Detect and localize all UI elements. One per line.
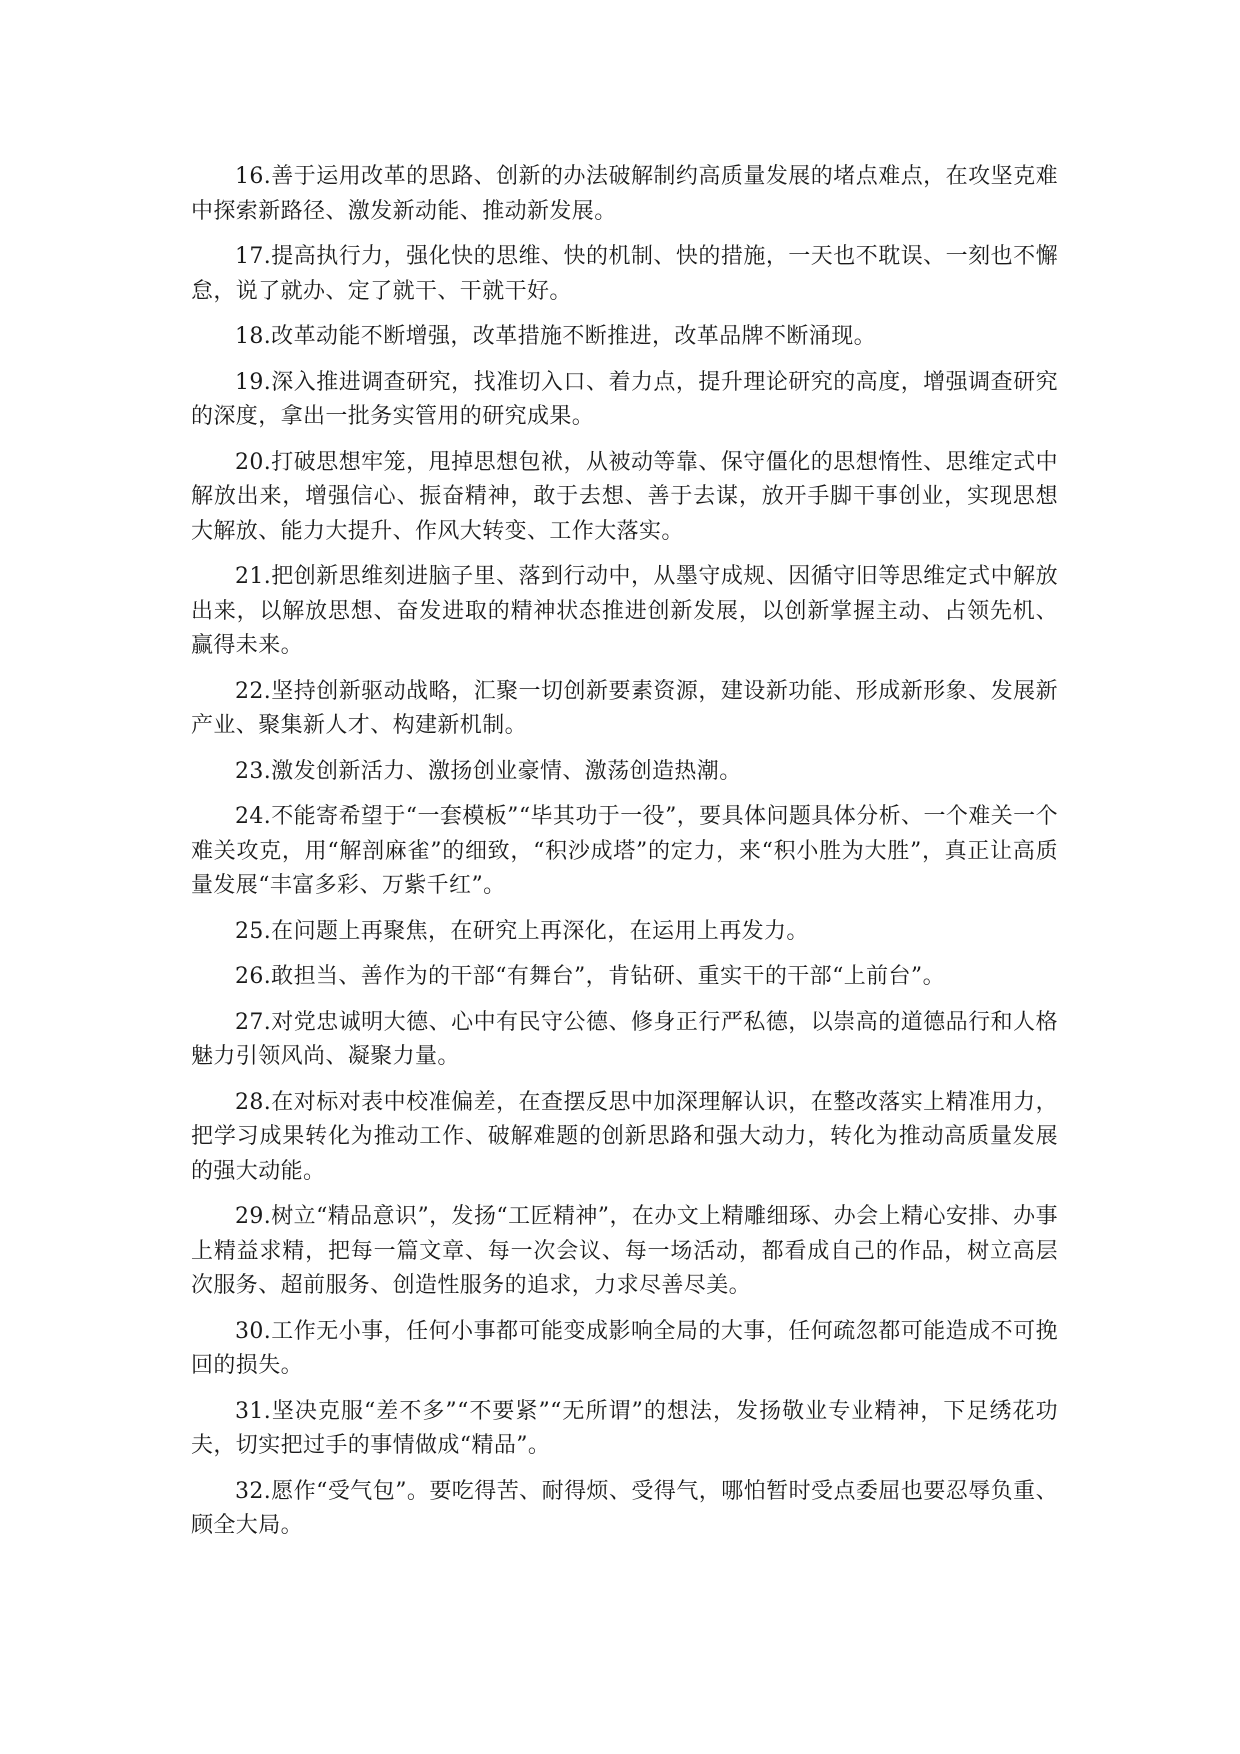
- paragraph-18: 18.改革动能不断增强，改革措施不断推进，改革品牌不断涌现。: [235, 324, 876, 349]
- paragraph-21: 21.把创新思维刻进脑子里、落到行动中，从墨守成规、因循守旧等思维定式中解放出来，以解放思想、奋发进取的精神状态推进创新发展，以创新掌握主动、占领先机、赢得未来。: [191, 564, 1058, 658]
- paragraph-27: 27.对党忠诚明大德、心中有民守公德、修身正行严私德，以崇高的道德品行和人格魅力引领风尚、凝聚力量。: [191, 1009, 1058, 1069]
- paragraph-31: 31.坚决克服“差不多”“不要紧”“无所谓”的想法，发扬敬业专业精神，下足绣花功夫，切实把过手的事情做成“精品”。: [191, 1398, 1058, 1458]
- paragraph-17: 17.提高执行力，强化快的思维、快的机制、快的措施，一天也不耽误、一刻也不懈怠，说了就办、定了就干、干就干好。: [191, 244, 1058, 304]
- paragraph-32: 32.愿作“受气包”。要吃得苦、耐得烦、受得气，哪怕暂时受点委屈也要忍辱负重、顾全大局。: [191, 1478, 1058, 1538]
- document-body: [191, 160, 1058, 1555]
- paragraph-25: 25.在问题上再聚焦，在研究上再深化，在运用上再发力。: [235, 918, 809, 944]
- paragraph-30: 30.工作无小事，任何小事都可能变成影响全局的大事，任何疏忽都可能造成不可挽回的损失。: [191, 1318, 1058, 1378]
- paragraph-19: 19.深入推进调查研究，找准切入口、着力点，提升理论研究的高度，增强调查研究的深度，拿出一批务实管用的研究成果。: [191, 369, 1058, 429]
- paragraph-23: 23.激发创新活力、激扬创业豪情、激荡创造热潮。: [235, 758, 742, 784]
- paragraph-16: 16.善于运用改革的思路、创新的办法破解制约高质量发展的堵点难点，在攻坚克难中探索新路径、激发新动能、推动新发展。: [191, 164, 1058, 224]
- paragraph-22: 22.坚持创新驱动战略，汇聚一切创新要素资源，建设新功能、形成新形象、发展新产业、聚集新人才、构建新机制。: [191, 678, 1058, 738]
- paragraph-28: 28.在对标对表中校准偏差，在查摆反思中加深理解认识，在整改落实上精准用力，把学习成果转化为推动工作、破解难题的创新思路和强大动力，转化为推动高质量发展的强大动能。: [191, 1089, 1058, 1184]
- paragraph-29: 29.树立“精品意识”，发扬“工匠精神”，在办文上精雕细琢、办会上精心安排、办事上精益求精，把每一篇文章、每一次会议、每一场活动，都看成自己的作品，树立高层次服务、超前服务、创造性服务的追求，力求尽善尽美。: [191, 1204, 1058, 1298]
- paragraph-26: 26.敢担当、善作为的干部“有舞台”，肯钻研、重实干的干部“上前台”。: [235, 964, 945, 989]
- paragraph-20: 20.打破思想牢笼，甩掉思想包袱，从被动等靠、保守僵化的思想惰性、思维定式中解放出来，增强信心、振奋精神，敢于去想、善于去谋，放开手脚干事创业，实现思想大解放、能力大提升、作风大转变、工作大落实。: [191, 449, 1058, 544]
- paragraph-24: 24.不能寄希望于“一套模板”“毕其功于一役”，要具体问题具体分析、一个难关一个难关攻克，用“解剖麻雀”的细致，“积沙成塔”的定力，来“积小胜为大胜”，真正让高质量发展“丰富多彩、万紫千红”。: [191, 804, 1058, 898]
